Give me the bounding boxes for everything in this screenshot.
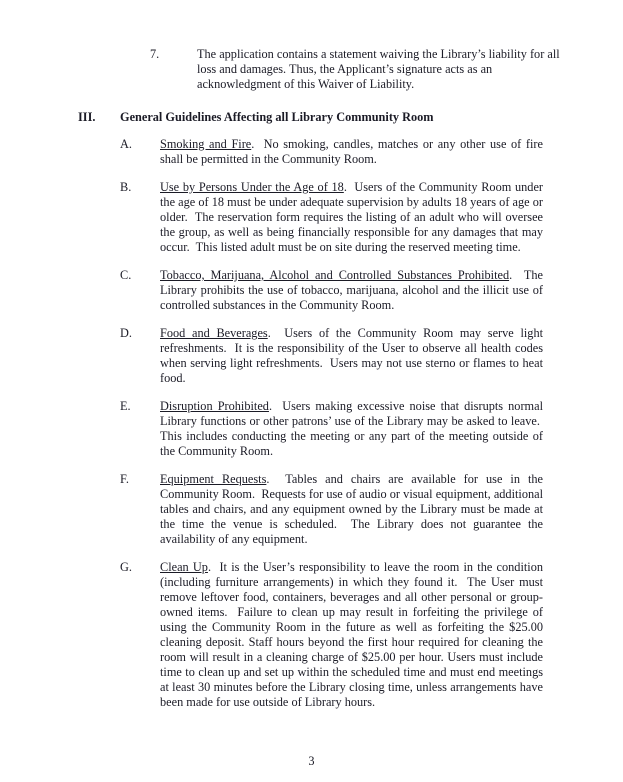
page-number: 3 — [308, 754, 315, 768]
numbered-item-7 — [150, 47, 623, 92]
item-paragraph: Tobacco, Marijuana, Alcohol and Controlled Substances Prohibited. The Library prohibits the use of tobacco, marijuana, alcohol and the illicit use of controlled substances in the Community Room. — [160, 267, 543, 312]
item-label: C. — [120, 267, 132, 282]
section-heading — [78, 110, 623, 125]
item-label: D. — [120, 326, 132, 341]
guideline-item-f — [120, 472, 623, 547]
guideline-item-b — [120, 180, 623, 255]
item-paragraph: Clean Up. It is the User’s responsibility to leave the room in the condition (including furniture arrangements) in which they found it. The User must remove leftover food, containers, beverages and all other personal or group-owned items. Failure to clean up may result in forfeiting the privilege of using the Community Room in the future as well as forfeiting the $25.00 cleaning deposit. Staff hours beyond the first hour required for cleaning the room will result in a cleaning charge of $25.00 per hour. Users must include time to clean up and set up within the scheduled time and must end meetings at least 30 minutes before the Library closing time, unless arrangements have been made for use outside of Library hours. — [160, 560, 543, 709]
guideline-item-c — [120, 268, 623, 313]
item-label: B. — [120, 179, 132, 194]
item-label: E. — [120, 399, 131, 414]
item-paragraph: Smoking and Fire. No smoking, candles, matches or any other use of fire shall be permitted in the Community Room. — [160, 136, 543, 166]
item-heading-underlined: Equipment Requests — [160, 472, 267, 487]
item-heading-underlined: Food and Beverages — [160, 326, 268, 341]
item-text: The application contains a statement waiving the Library’s liability for all loss and damages. Thus, the Applicant’s signature acts as an acknowledgment of this Waiver of Liability. — [197, 47, 560, 91]
item-label: F. — [120, 472, 129, 487]
item-heading-underlined: Disruption Prohibited — [160, 399, 269, 414]
section-numeral: III. — [78, 109, 96, 124]
guideline-item-a — [120, 137, 623, 167]
item-paragraph: Use by Persons Under the Age of 18. Users of the Community Room under the age of 18 must be under adequate supervision by adults 18 years of age or older. The reservation form requires the listing of an adult who will oversee the group, as well as being financially responsible for any damages that may occur. This listed adult must be on site during the reserved meeting time. — [160, 179, 543, 254]
guideline-item-d — [120, 326, 623, 386]
item-paragraph: Food and Beverages. Users of the Community Room may serve light refreshments. It is the responsibility of the User to observe all health codes when serving light refreshments. Users may not use sterno or flames to heat food. — [160, 326, 544, 385]
item-number: 7. — [150, 47, 160, 61]
item-label: G. — [120, 560, 132, 575]
guideline-item-e — [120, 399, 623, 459]
item-label: A. — [120, 136, 132, 151]
item-heading-underlined: Tobacco, Marijuana, Alcohol and Controlled Substances Prohibited — [160, 267, 510, 282]
item-paragraph: Equipment Requests. Tables and chairs are available for use in the Community Room. Requests for use of audio or visual equipment, additional tables and chairs, and any equipment owned by the Library must be made at the time the venue is scheduled. The Library does not guarantee the availability of any equipment. — [160, 472, 544, 547]
item-heading-underlined: Use by Persons Under the Age of 18 — [160, 179, 344, 194]
guideline-items — [0, 137, 623, 710]
item-heading-underlined: Smoking and Fire — [160, 136, 252, 151]
item-paragraph: Disruption Prohibited. Users making excessive noise that disrupts normal Library functions or other patrons’ use of the Library may be asked to leave. This includes conducting the meeting or any part of the meeting outside of the Community Room. — [160, 399, 543, 459]
guideline-item-g — [120, 560, 623, 709]
item-heading-underlined: Clean Up — [160, 560, 208, 575]
section-title: General Guidelines Affecting all Library Community Room — [120, 109, 434, 124]
